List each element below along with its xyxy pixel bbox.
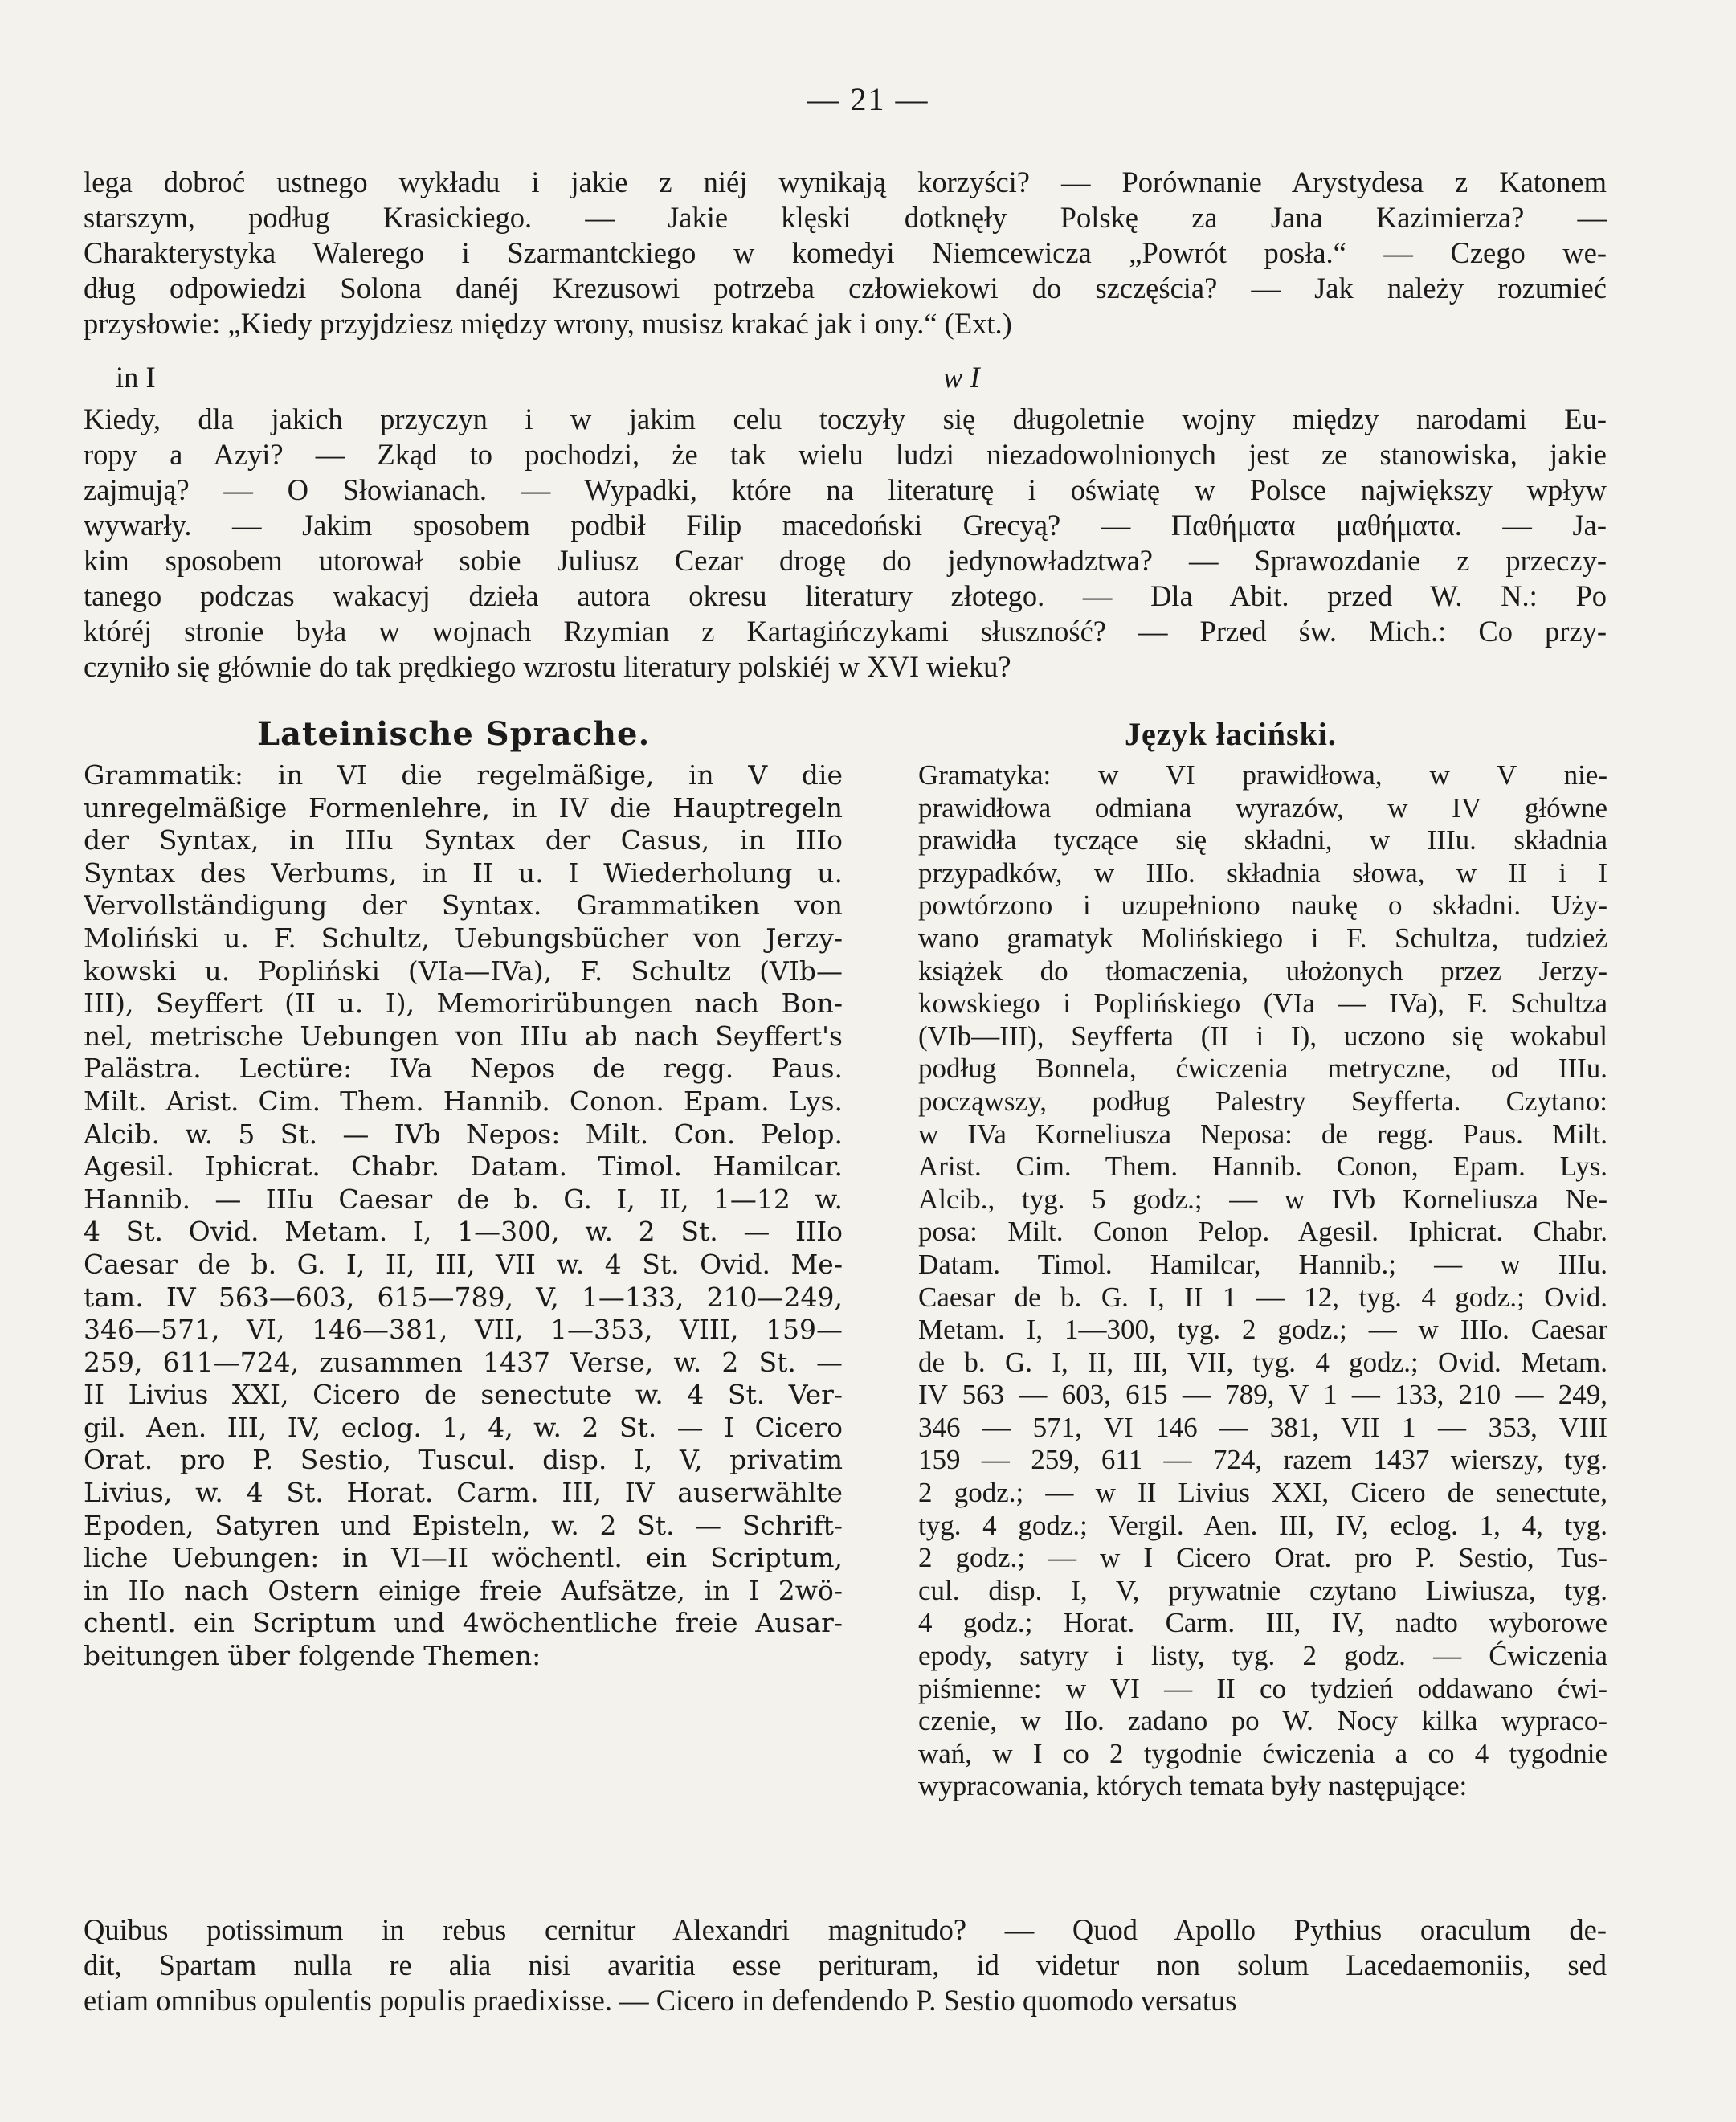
column-line: Hannib. — IIIu Caesar de b. G. I, II, 1—12 w.	[84, 1183, 843, 1215]
column-line: prawidła tyczące się składni, w IIIu. składnia	[918, 824, 1607, 857]
column-line: Agesil. Iphicrat. Chabr. Datam. Timol. Hamilcar.	[84, 1151, 843, 1183]
text-line: etiam omnibus opulentis populis praedixisse. — Cicero in defendendo P. Sestio quomodo versatus	[84, 1984, 1237, 2017]
column-line: 159 — 259, 611 — 724, razem 1437 wierszy, tyg.	[918, 1444, 1607, 1476]
column-line: tyg. 4 godz.; Vergil. Aen. III, IV, eclog. 1, 4, tyg.	[918, 1509, 1607, 1541]
column-line: de b. G. I, II, III, VII, tyg. 4 godz.; Ovid. Metam.	[918, 1346, 1607, 1378]
column-line: Gramatyka: w VI prawidłowa, w V nie-	[918, 759, 1607, 791]
column-line: wań, w I co 2 tygodnie ćwiczenia a co 4 tygodnie	[918, 1737, 1607, 1769]
column-line: wypracowania, których temata były następujące:	[918, 1770, 1468, 1802]
column-line: 4 godz.; Horat. Carm. III, IV, nadto wyborowe	[918, 1607, 1607, 1639]
column-line: Alcib. w. 5 St. — IVb Nepos: Milt. Con. Pelop.	[84, 1118, 843, 1150]
text-line: zajmują? — O Słowianach. — Wypadki, które na literaturę i oświatę w Polsce największy wpływ	[84, 473, 1607, 506]
column-line: 259, 611—724, zusammen 1437 Verse, w. 2 St. —	[84, 1346, 843, 1378]
text-line: Quibus potissimum in rebus cernitur Alexandri magnitudo? — Quod Apollo Pythius oraculum de-	[84, 1913, 1607, 1946]
text-line: dług odpowiedzi Solona danéj Krezusowi potrzeba człowiekowi do szczęścia? — Jak należy rozumieć	[84, 272, 1607, 305]
column-line: piśmienne: w VI — II co tydzień oddawano ćwi-	[918, 1672, 1607, 1704]
german-column	[84, 759, 843, 1673]
column-line: gil. Aen. III, IV, eclog. 1, 4, w. 2 St. — I Cicero	[84, 1411, 843, 1443]
column-line: IV 563 — 603, 615 — 789, V 1 — 133, 210 — 249,	[918, 1379, 1607, 1411]
column-line: (VIb—III), Seyfferta (II i I), uczono się wokabul	[918, 1020, 1607, 1052]
intro-paragraph	[84, 165, 1607, 341]
column-line: Syntax des Verbums, in II u. I Wiederholung u.	[84, 857, 843, 889]
column-line: Arist. Cim. Them. Hannib. Conon, Epam. Lys.	[918, 1151, 1607, 1183]
column-line: Orat. pro P. Sestio, Tuscul. disp. I, V, privatim	[84, 1444, 843, 1476]
column-line: Caesar de b. G. I, II, III, VII w. 4 St. Ovid. Me-	[84, 1248, 843, 1280]
closing-paragraph	[84, 1912, 1607, 2018]
column-line: prawidłowa odmiana wyrazów, w IV główne	[918, 791, 1607, 824]
column-line: 346 — 571, VI 146 — 381, VII 1 — 353, VIII	[918, 1411, 1607, 1443]
column-line: Livius, w. 4 St. Horat. Carm. III, IV auserwählte	[84, 1477, 843, 1509]
column-line: liche Uebungen: in VI—II wöchentl. ein Scriptum,	[84, 1542, 843, 1574]
column-line: der Syntax, in IIIu Syntax der Casus, in IIIo	[84, 824, 843, 857]
column-line: począwszy, podług Palestry Seyfferta. Czytano:	[918, 1085, 1607, 1117]
text-line: któréj stronie była w wojnach Rzymian z Kartagińczykami słuszność? — Przed św. Mich.: Co przy-	[84, 615, 1607, 648]
column-line: 346—571, VI, 146—381, VII, 1—353, VIII, 159—	[84, 1314, 843, 1346]
column-line: posa: Milt. Conon Pelop. Agesil. Iphicrat. Chabr.	[918, 1216, 1607, 1248]
column-line: 2 godz.; — w I Cicero Orat. pro P. Sestio, Tus-	[918, 1542, 1607, 1574]
column-line: Palästra. Lectüre: IVa Nepos de regg. Paus.	[84, 1053, 843, 1085]
column-line: Datam. Timol. Hamilcar, Hannib.; — w IIIu.	[918, 1248, 1607, 1280]
column-line: beitungen über folgende Themen:	[84, 1640, 541, 1672]
text-line: czyniło się głównie do tak prędkiego wzrostu literatury polskiéj w XVI wieku?	[84, 650, 1011, 683]
column-line: chentl. ein Scriptum und 4wöchentliche freie Ausar-	[84, 1607, 843, 1639]
class-label-polish: w I	[943, 361, 980, 394]
column-line: podług Bonnela, ćwiczenia metryczne, od IIIu.	[918, 1053, 1607, 1085]
column-line: kowski u. Popliński (VIa—IVa), F. Schultz (VIb—	[84, 955, 843, 987]
column-line: Vervollständigung der Syntax. Grammatiken von	[84, 889, 843, 922]
column-line: Alcib., tyg. 5 godz.; — w IVb Korneliusza Ne-	[918, 1183, 1607, 1215]
column-line: książek do tłomaczenia, ułożonych przez Jerzy-	[918, 955, 1607, 987]
column-line: unregelmäßige Formenlehre, in IV die Hauptregeln	[84, 791, 843, 824]
column-line: Grammatik: in VI die regelmäßige, in V die	[84, 759, 843, 791]
polish-column	[918, 759, 1607, 1803]
column-line: Moliński u. F. Schultz, Uebungsbücher von Jerzy-	[84, 922, 843, 954]
column-line: tam. IV 563—603, 615—789, V, 1—133, 210—249,	[84, 1281, 843, 1313]
text-line: przysłowie: „Kiedy przyjdziesz między wrony, musisz krakać jak i ony.“ (Ext.)	[84, 307, 1012, 340]
column-line: in IIo nach Ostern einige freie Aufsätze, in I 2wö-	[84, 1574, 843, 1606]
column-line: powtórzono i uzupełniono naukę o składni. Uży-	[918, 889, 1607, 922]
text-line: kim sposobem utorował sobie Juliusz Cezar drogę do jedynowładztwa? — Sprawozdanie z przeczy-	[84, 544, 1607, 577]
column-line: Caesar de b. G. I, II 1 — 12, tyg. 4 godz.; Ovid.	[918, 1281, 1607, 1313]
text-line: wywarły. — Jakim sposobem podbił Filip macedoński Grecyą? — Παθήματα μαθήματα. — Ja-	[84, 509, 1607, 542]
column-line: kowskiego i Poplińskiego (VIa — IVa), F. Schultza	[918, 987, 1607, 1020]
column-line: 4 St. Ovid. Metam. I, 1—300, w. 2 St. — IIIo	[84, 1216, 843, 1248]
german-section-heading: Lateinische Sprache.	[257, 715, 651, 753]
text-line: Kiedy, dla jakich przyczyn i w jakim celu toczyły się długoletnie wojny między narodami Eu-	[84, 403, 1607, 435]
column-line: cul. disp. I, V, prywatnie czytano Liwiusza, tyg.	[918, 1574, 1607, 1606]
column-line: 2 godz.; — w II Livius XXI, Cicero de senectute,	[918, 1477, 1607, 1509]
column-line: II Livius XXI, Cicero de senectute w. 4 St. Ver-	[84, 1379, 843, 1411]
column-line: wano gramatyk Molińskiego i F. Schultza, tudzież	[918, 922, 1607, 954]
column-line: czenie, w IIo. zadano po W. Nocy kilka wypraco-	[918, 1705, 1607, 1737]
column-line: przypadków, w IIIo. składnia słowa, w II i I	[918, 857, 1607, 889]
column-line: epody, satyry i listy, tyg. 2 godz. — Ćwiczenia	[918, 1640, 1607, 1672]
text-line: dit, Spartam nulla re alia nisi avaritia esse perituram, id videtur non solum Lacedaemoniis, sed	[84, 1948, 1607, 1981]
text-line: Charakterystyka Walerego i Szarmantckiego w komedyi Niemcewicza „Powrót posła.“ — Czego we-	[84, 236, 1607, 269]
page-number: — 21 —	[807, 81, 929, 117]
text-line: ropy a Azyi? — Zkąd to pochodzi, że tak wielu ludzi niezadowolnionych jest ze stanowiska, jakie	[84, 438, 1607, 471]
column-line: III), Seyffert (II u. I), Memorirübungen nach Bon-	[84, 987, 843, 1020]
class-one-paragraph	[84, 402, 1607, 685]
class-label-german: in I	[116, 361, 156, 394]
text-line: tanego podczas wakacyj dzieła autora okresu literatury złotego. — Dla Abit. przed W. N.: Po	[84, 579, 1607, 612]
column-line: nel, metrische Uebungen von IIIu ab nach Seyffert's	[84, 1020, 843, 1052]
column-line: Epoden, Satyren und Episteln, w. 2 St. — Schrift-	[84, 1509, 843, 1541]
text-line: starszym, podług Krasickiego. — Jakie klęski dotknęły Polskę za Jana Kazimierza? —	[84, 201, 1607, 234]
polish-section-heading: Język łaciński.	[1125, 716, 1337, 752]
column-line: Metam. I, 1—300, tyg. 2 godz.; — w IIIo. Caesar	[918, 1314, 1607, 1346]
column-line: w IVa Korneliusza Neposa: de regg. Paus. Milt.	[918, 1118, 1607, 1150]
text-line: lega dobroć ustnego wykładu i jakie z niéj wynikają korzyści? — Porównanie Arystydesa z Katonem	[84, 166, 1607, 198]
column-line: Milt. Arist. Cim. Them. Hannib. Conon. Epam. Lys.	[84, 1085, 843, 1117]
